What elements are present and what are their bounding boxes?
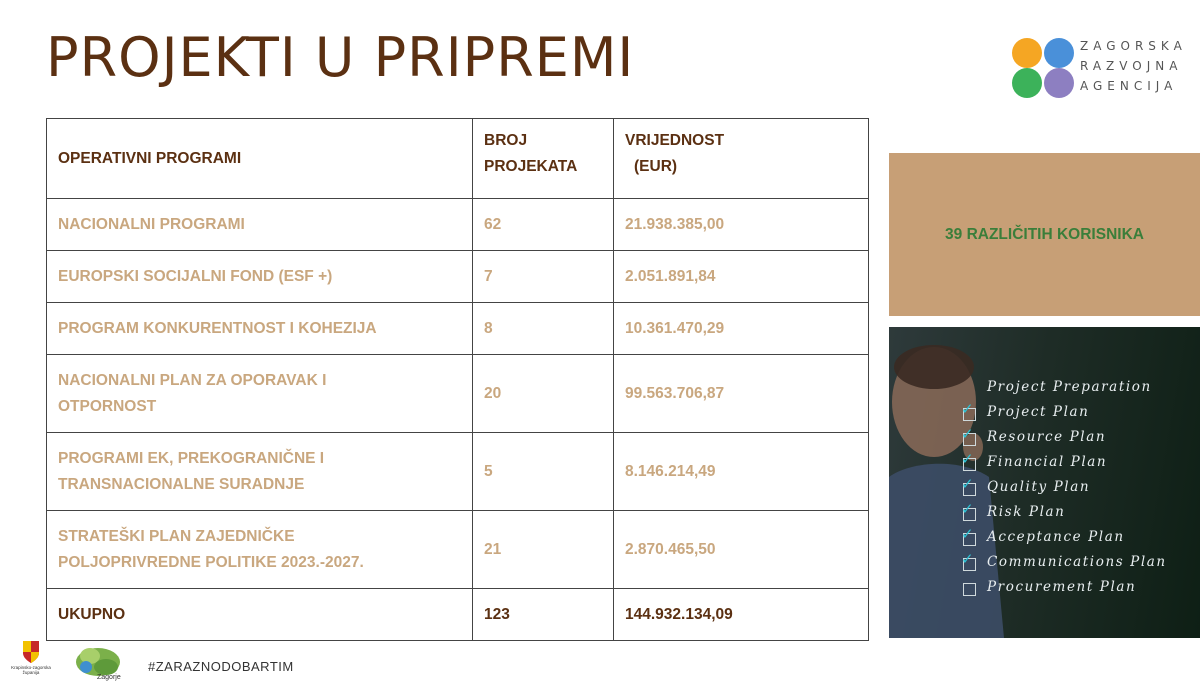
page-title: PROJEKTI U PRIPREMI bbox=[46, 26, 635, 89]
header-program: OPERATIVNI PROGRAMI bbox=[47, 119, 473, 199]
row-value: 10.361.470,29 bbox=[614, 303, 869, 355]
plan-item: ✓ Risk Plan bbox=[961, 500, 1066, 520]
logo-dot-blue-icon bbox=[1044, 38, 1074, 68]
zagorje-logo-text: Zagorje bbox=[97, 674, 121, 681]
checkmark-icon: ✓ bbox=[961, 500, 976, 518]
logo-line-2: RAZVOJNA bbox=[1080, 59, 1183, 73]
logo-dot-orange-icon bbox=[1012, 38, 1042, 68]
row-value: 2.870.465,50 bbox=[614, 511, 869, 589]
logo-dot-purple-icon bbox=[1044, 68, 1074, 98]
plan-item: ✓ Quality Plan bbox=[961, 475, 1091, 495]
header-value: VRIJEDNOST (EUR) bbox=[614, 119, 869, 199]
row-program: PROGRAM KONKURENTNOST I KOHEZIJA bbox=[47, 303, 473, 355]
logo-line-1: ZAGORSKA bbox=[1080, 39, 1187, 53]
plan-item: ✓ Communications Plan bbox=[961, 550, 1167, 570]
row-value: 2.051.891,84 bbox=[614, 251, 869, 303]
row-count: 62 bbox=[473, 199, 614, 251]
hashtag: #ZARAZNODOBARTIM bbox=[148, 659, 294, 674]
plan-item: ✓ Project Plan bbox=[961, 400, 1090, 420]
logo-text bbox=[1080, 36, 1187, 96]
checkmark-icon: ✓ bbox=[961, 425, 976, 443]
total-label: UKUPNO bbox=[47, 589, 473, 641]
table-row bbox=[47, 433, 869, 511]
row-program: PROGRAMI EK, PREKOGRANIČNE I TRANSNACIONALNE SURADNJE bbox=[47, 433, 473, 511]
row-program: EUROPSKI SOCIJALNI FOND (ESF +) bbox=[47, 251, 473, 303]
table-header-row bbox=[47, 119, 869, 199]
zra-logo bbox=[1012, 36, 1192, 98]
row-program: NACIONALNI PLAN ZA OPORAVAK I OTPORNOST bbox=[47, 355, 473, 433]
row-value: 8.146.214,49 bbox=[614, 433, 869, 511]
logo-line-3: AGENCIJA bbox=[1080, 79, 1178, 93]
plan-item: ✓ Financial Plan bbox=[961, 450, 1108, 470]
row-value: 99.563.706,87 bbox=[614, 355, 869, 433]
row-value: 21.938.385,00 bbox=[614, 199, 869, 251]
plan-checklist bbox=[963, 379, 1167, 604]
row-program: NACIONALNI PROGRAMI bbox=[47, 199, 473, 251]
county-coat-of-arms-icon bbox=[22, 640, 40, 664]
table-row bbox=[47, 355, 869, 433]
county-label: Krapinsko-zagorska županija bbox=[11, 665, 51, 675]
plan-item: Procurement Plan bbox=[963, 579, 1167, 604]
row-program: STRATEŠKI PLAN ZAJEDNIČKE POLJOPRIVREDNE POLITIKE 2023.-2027. bbox=[47, 511, 473, 589]
total-count: 123 bbox=[473, 589, 614, 641]
logo-dot-green-icon bbox=[1012, 68, 1042, 98]
beneficiaries-text: 39 RAZLIČITIH KORISNIKA bbox=[945, 225, 1144, 243]
table-row bbox=[47, 199, 869, 251]
row-count: 7 bbox=[473, 251, 614, 303]
plan-item: ✓ Resource Plan bbox=[961, 425, 1107, 445]
row-count: 21 bbox=[473, 511, 614, 589]
footer bbox=[0, 638, 400, 698]
checkmark-icon: ✓ bbox=[961, 450, 976, 468]
header-count: BROJ PROJEKATA bbox=[473, 119, 614, 199]
row-count: 8 bbox=[473, 303, 614, 355]
table-row bbox=[47, 251, 869, 303]
plan-item: ✓ Acceptance Plan bbox=[961, 525, 1125, 545]
checkmark-icon: ✓ bbox=[961, 525, 976, 543]
beneficiaries-box bbox=[889, 153, 1200, 316]
checkbox-icon bbox=[963, 583, 976, 596]
projects-table bbox=[46, 118, 869, 641]
project-plan-photo bbox=[889, 327, 1200, 638]
checkmark-icon: ✓ bbox=[961, 550, 976, 568]
table-total-row bbox=[47, 589, 869, 641]
checkmark-icon: ✓ bbox=[961, 475, 976, 493]
checkmark-icon: ✓ bbox=[961, 400, 976, 418]
row-count: 20 bbox=[473, 355, 614, 433]
plan-item: Project Preparation bbox=[987, 379, 1152, 395]
table-row bbox=[47, 511, 869, 589]
total-value: 144.932.134,09 bbox=[614, 589, 869, 641]
table-row bbox=[47, 303, 869, 355]
row-count: 5 bbox=[473, 433, 614, 511]
zagorje-logo-icon bbox=[68, 642, 126, 682]
